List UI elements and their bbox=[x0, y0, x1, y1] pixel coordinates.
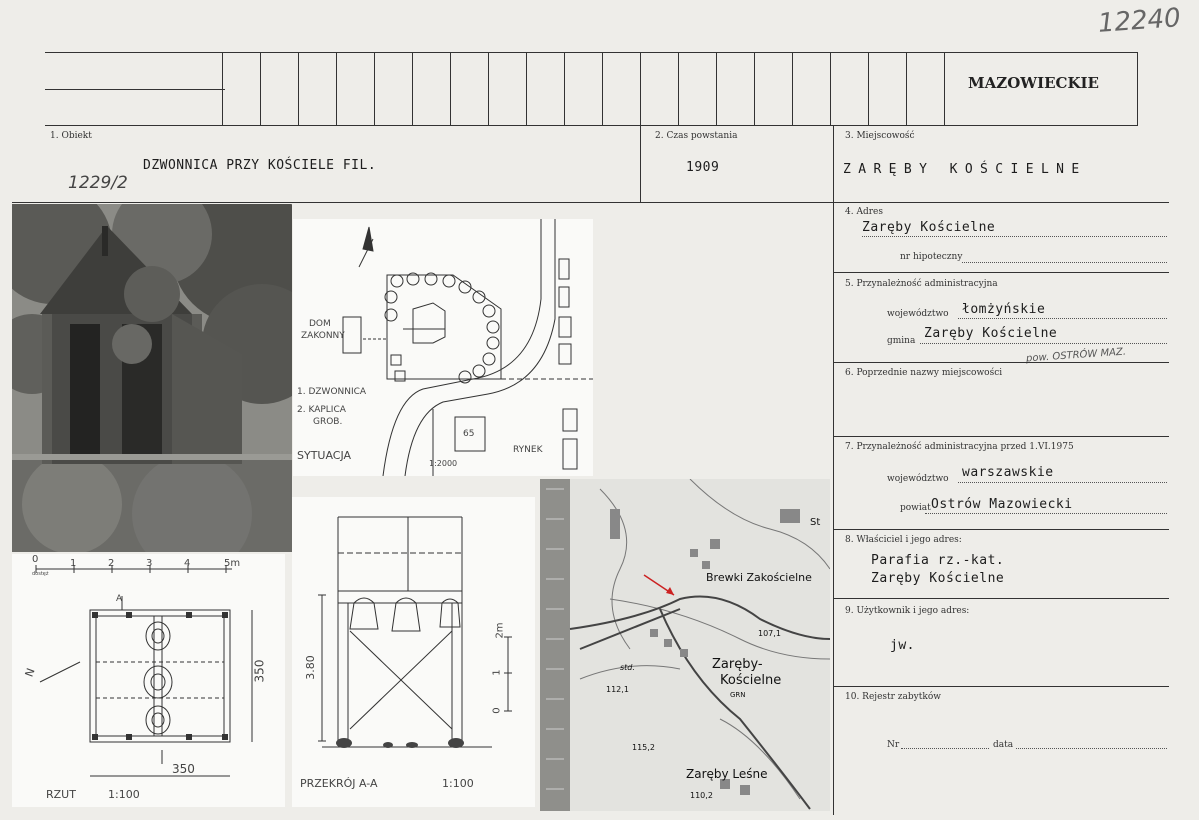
header-mid-line bbox=[45, 89, 225, 90]
map-label-112: 112,1 bbox=[606, 685, 629, 694]
section-tick-0: 0 bbox=[491, 707, 503, 714]
address-label: 4. Adres bbox=[845, 207, 883, 217]
situation-scale: 1:2000 bbox=[429, 459, 458, 468]
plan-dim-horizontal: 350 bbox=[172, 762, 195, 776]
map-label-zareby-2: Kościelne bbox=[720, 673, 782, 688]
map-label-std: std. bbox=[620, 663, 635, 672]
plan-tick-2: 2 bbox=[108, 558, 115, 569]
date-value: 1909 bbox=[686, 160, 720, 175]
owner-label: 8. Właściciel i jego adres: bbox=[845, 535, 962, 545]
plan-drawing bbox=[12, 554, 285, 807]
situation-legend-1: 1. DZWONNICA bbox=[297, 387, 367, 397]
plan-scale-unit: dostęż bbox=[32, 571, 49, 577]
situation-dom-2: ZAKONNY bbox=[301, 331, 345, 341]
registry-no-label: Nr bbox=[887, 740, 900, 750]
locality-value: ZARĘBY KOŚCIELNE bbox=[843, 162, 1087, 177]
header-top-line bbox=[45, 52, 1138, 53]
section-scale: 1:100 bbox=[442, 777, 474, 790]
admin-voivodeship-value: łomżyńskie bbox=[962, 302, 1046, 317]
date-label: 2. Czas powstania bbox=[655, 131, 738, 141]
owner-line1: Parafia rz.-kat. bbox=[871, 553, 1005, 568]
row8-bottom-line bbox=[833, 598, 1169, 599]
admin-before-label: 7. Przynależność administracyjna przed 1.VI.1975 bbox=[845, 442, 1074, 452]
admin-voivodeship-dotted bbox=[958, 318, 1167, 319]
admin-before-district-label: powiat bbox=[900, 503, 931, 513]
situation-dom-1: DOM bbox=[309, 319, 331, 329]
plan-tick-3: 3 bbox=[146, 558, 153, 569]
plan-section-mark: A bbox=[116, 594, 123, 604]
admin-before-voivodeship-dotted bbox=[958, 482, 1167, 483]
mortgage-dotted-line bbox=[962, 262, 1167, 263]
situation-title: SYTUACJA bbox=[297, 449, 352, 462]
address-value: Zaręby Kościelne bbox=[862, 220, 996, 235]
row7-bottom-line bbox=[833, 529, 1169, 530]
map-label-zareby-1: Zaręby- bbox=[712, 657, 763, 672]
situation-plan bbox=[293, 219, 593, 476]
situation-legend-2b: GROB. bbox=[313, 417, 343, 427]
section-tick-2: 2m bbox=[494, 622, 506, 639]
map-label-115: 115,2 bbox=[632, 743, 655, 752]
admin-before-voivodeship-label: województwo bbox=[887, 474, 949, 484]
plan-title: RZUT bbox=[46, 788, 76, 801]
user-value: jw. bbox=[890, 638, 915, 653]
plan-scale: 1:100 bbox=[108, 788, 140, 801]
row4-bottom-line bbox=[833, 272, 1169, 273]
row1-bottom-line bbox=[12, 202, 1169, 203]
admin-label: 5. Przynależność administracyjna bbox=[845, 279, 998, 289]
registry-date-label: data bbox=[993, 740, 1014, 750]
voivodeship-stamp: MAZOWIECKIE bbox=[968, 74, 1099, 92]
row6-bottom-line bbox=[833, 436, 1169, 437]
plan-tick-5: 5m bbox=[224, 558, 241, 569]
object-value: DZWONNICA PRZY KOŚCIELE FIL. bbox=[143, 158, 377, 173]
plan-tick-1: 1 bbox=[70, 558, 77, 569]
admin-hand-note: pow. OSTRÓW MAZ. bbox=[1025, 346, 1127, 365]
registry-date-dotted bbox=[1016, 748, 1167, 749]
locality-label: 3. Miejscowość bbox=[845, 131, 915, 141]
admin-before-voivodeship-value: warszawskie bbox=[962, 465, 1054, 480]
owner-line2: Zaręby Kościelne bbox=[871, 571, 1005, 586]
situation-market: RYNEK bbox=[513, 445, 543, 455]
admin-before-district-dotted bbox=[925, 513, 1167, 514]
plan-tick-0: 0 bbox=[32, 554, 39, 565]
admin-commune-dotted bbox=[920, 343, 1167, 344]
corner-number: 12240 bbox=[1097, 3, 1182, 39]
object-hand-note: 1229/2 bbox=[68, 173, 128, 193]
situation-building-no: 65 bbox=[463, 429, 475, 439]
header-bottom-line bbox=[45, 125, 1138, 126]
plan-tick-4: 4 bbox=[184, 558, 191, 569]
address-dotted-line bbox=[862, 236, 1167, 237]
row5-bottom-line bbox=[833, 362, 1169, 363]
belfry-photo bbox=[12, 204, 292, 552]
map-label-grn: GRN bbox=[730, 691, 746, 699]
situation-legend-2: 2. KAPLICA bbox=[297, 405, 346, 415]
section-title: PRZEKRÓJ A-A bbox=[300, 777, 378, 790]
section-height: 3.80 bbox=[303, 655, 317, 680]
admin-commune-value: Zaręby Kościelne bbox=[924, 326, 1058, 341]
col-divider-1 bbox=[640, 125, 641, 202]
map-label-brewki: Brewki Zakościelne bbox=[706, 571, 812, 584]
section-drawing bbox=[292, 497, 535, 807]
col-divider-2 bbox=[833, 125, 834, 815]
registry-label: 10. Rejestr zabytków bbox=[845, 692, 941, 702]
plan-north: N bbox=[22, 666, 38, 679]
row9-bottom-line bbox=[833, 686, 1169, 687]
map-label-zareby-lesne: Zaręby Leśne bbox=[686, 767, 768, 781]
admin-commune-label: gmina bbox=[887, 336, 916, 346]
registry-no-dotted bbox=[901, 748, 989, 749]
admin-voivodeship-label: województwo bbox=[887, 309, 949, 319]
object-label: 1. Obiekt bbox=[50, 131, 92, 141]
user-label: 9. Użytkownik i jego adres: bbox=[845, 606, 970, 616]
map-label-st: St bbox=[810, 517, 821, 528]
section-tick-1: 1 bbox=[491, 669, 503, 676]
former-names-label: 6. Poprzednie nazwy miejscowości bbox=[845, 368, 1003, 378]
admin-before-district-value: Ostrów Mazowiecki bbox=[931, 497, 1073, 512]
mortgage-label: nr hipoteczny bbox=[900, 252, 963, 262]
location-map bbox=[540, 479, 830, 811]
map-label-107: 107,1 bbox=[758, 629, 781, 638]
map-label-110: 110,2 bbox=[690, 791, 713, 800]
plan-dim-vertical: 350 bbox=[252, 659, 267, 683]
